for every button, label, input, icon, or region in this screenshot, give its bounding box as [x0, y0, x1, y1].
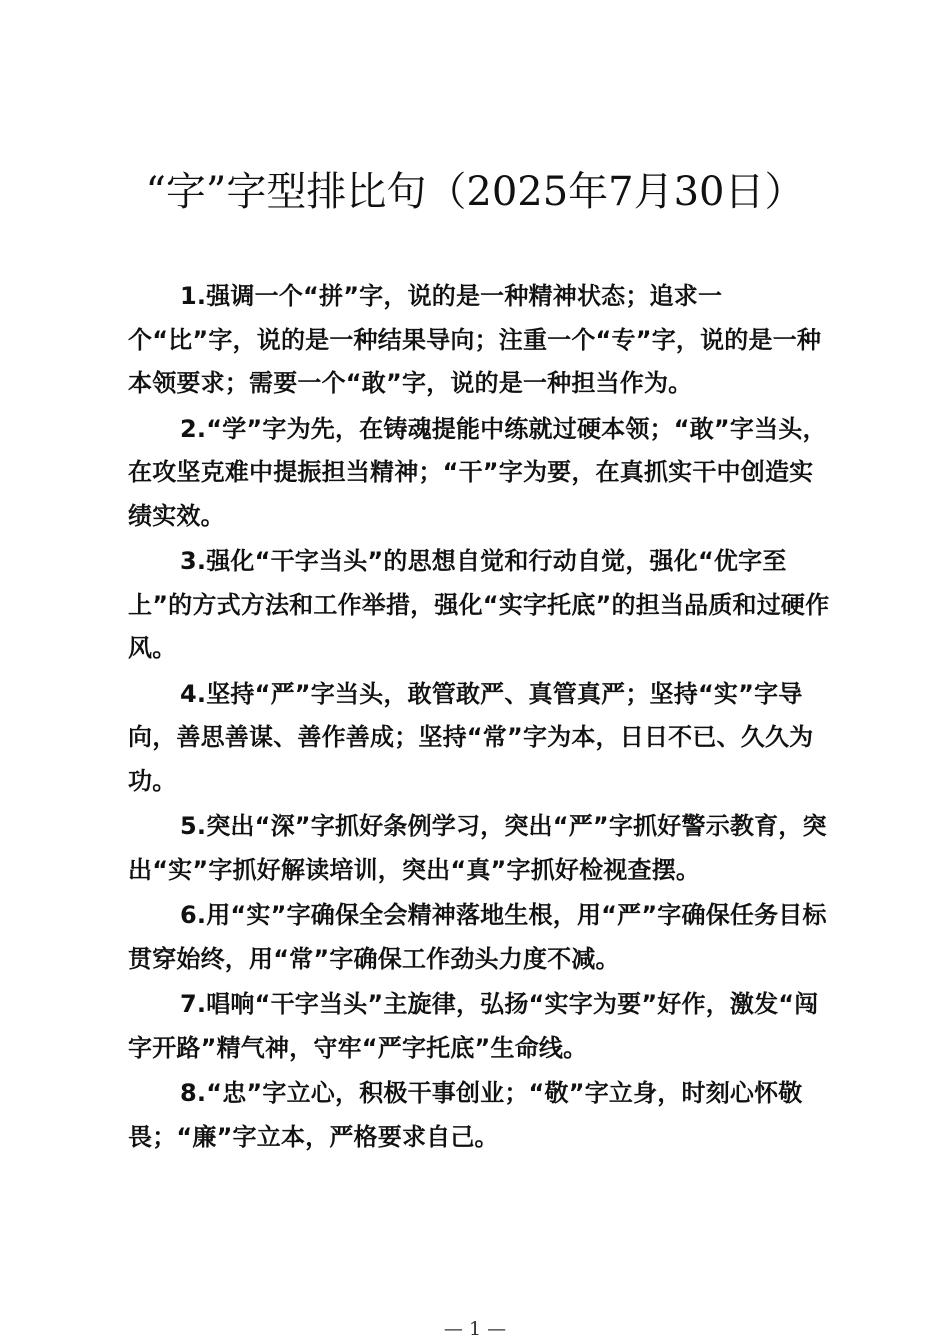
paragraph-2: 2.“学”字为先，在铸魂提能中练就过硬本领；“敢”字当头，在攻坚克难中提振担当精神；“干”字为要，在真抓实干中创造实绩实效。 [128, 414, 827, 530]
document-body [128, 275, 830, 1161]
paragraph-4: 4.坚持“严”字当头，敢管敢严、真管真严；坚持“实”字导向，善思善谋、善作善成；坚持“常”字为本，日日不已、久久为功。 [128, 679, 814, 795]
document-title: “字”字型排比句（2025年7月30日） [145, 169, 805, 215]
page-number: — 1 — [443, 1318, 507, 1340]
paragraph-1: 1.强调一个“拼”字，说的是一种精神状态；追求一个“比”字，说的是一种结果导向；注重一个“专”字，说的是一种本领要求；需要一个“敢”字，说的是一种担当作为。 [128, 282, 822, 397]
paragraph-5: 5.突出“深”字抓好条例学习，突出“严”字抓好警示教育，突出“实”字抓好解读培训，突出“真”字抓好检视查摆。 [128, 812, 827, 884]
paragraph-6: 6.用“实”字确保全会精神落地生根，用“严”字确保任务目标贯穿始终，用“常”字确保工作劲头力度不减。 [128, 901, 827, 973]
paragraph-7: 7.唱响“干字当头”主旋律，弘扬“实字为要”好作，激发“闯字开路”精气神，守牢“严字托底”生命线。 [128, 990, 819, 1062]
paragraph-3: 3.强化“干字当头”的思想自觉和行动自觉，强化“优字至上”的方式方法和工作举措，强化“实字托底”的担当品质和过硬作风。 [128, 547, 830, 662]
paragraph-8: 8.“忠”字立心，积极干事创业；“敬”字立身，时刻心怀敬畏；“廉”字立本，严格要求自己。 [128, 1079, 803, 1151]
